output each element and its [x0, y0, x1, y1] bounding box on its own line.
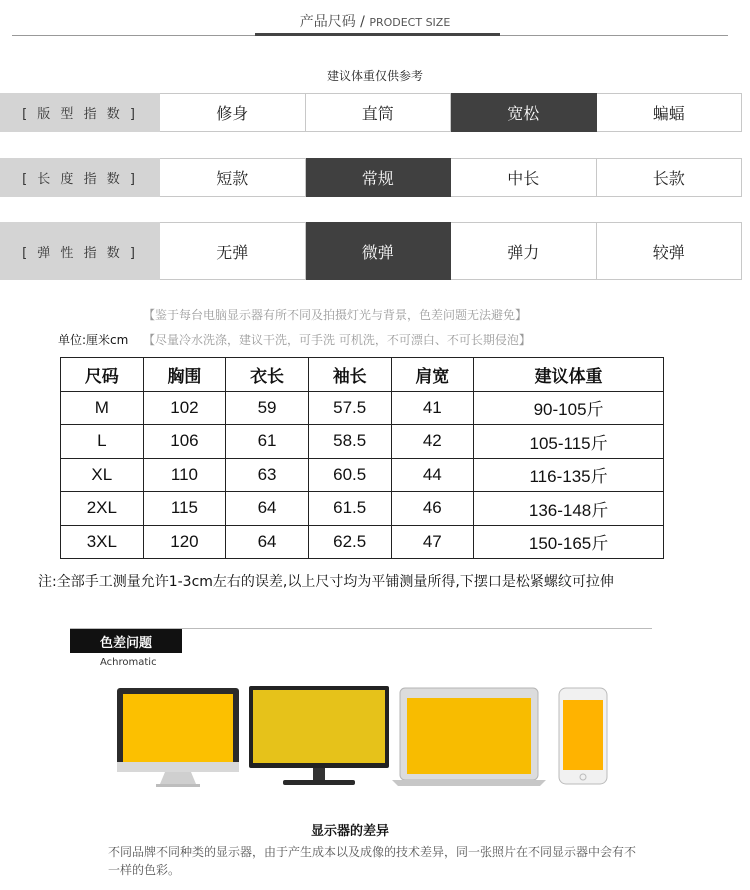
display-difference-description: 不同品牌不同种类的显示器，由于产生成本以及成像的技术差异，同一张照片在不同显示器中会有不一样的色彩。: [108, 845, 637, 877]
table-cell: 120: [143, 525, 226, 559]
screen-4: [563, 700, 603, 770]
title-en: PRODECT SIZE: [369, 16, 451, 29]
color-difference-note: 【鉴于每台电脑显示器有所不同及拍摄灯光与背景，色差问题无法避免】: [143, 308, 528, 322]
stretch-option-none: 无弹: [160, 222, 306, 280]
header-shoulder: 肩宽: [391, 358, 474, 392]
achromatic-title: 色差问题: [70, 629, 182, 653]
screen-3: [407, 698, 531, 774]
imac-monitor-icon: [117, 688, 239, 787]
table-cell: 42: [391, 425, 474, 459]
fit-index-row: [0, 93, 742, 132]
stretch-index-label: [ 弹 性 指 数 ]: [0, 222, 160, 280]
fit-option-slim: 修身: [160, 93, 306, 132]
table-row: [61, 391, 664, 425]
table-cell: 3XL: [61, 525, 144, 559]
stretch-option-stretch: 弹力: [451, 222, 597, 280]
stretch-option-slight: 微弹: [306, 222, 452, 280]
display-difference-title: 显示器的差异: [310, 824, 389, 839]
stretch-index-row: [0, 222, 742, 280]
header-size: 尺码: [61, 358, 144, 392]
table-cell: 90-105斤: [474, 391, 664, 425]
table-cell: 136-148斤: [474, 492, 664, 526]
table-cell: 115: [143, 492, 226, 526]
length-option-short: 短款: [160, 158, 306, 197]
table-cell: 110: [143, 458, 226, 492]
section-title: [0, 11, 750, 31]
title-cn: 产品尺码: [299, 14, 356, 30]
header-weight: 建议体重: [474, 358, 664, 392]
header-length: 衣长: [226, 358, 309, 392]
table-cell: XL: [61, 458, 144, 492]
table-cell: 59: [226, 391, 309, 425]
laptop-icon: [392, 688, 546, 786]
table-header-row: [61, 358, 664, 392]
header-accent-bar: [255, 33, 500, 36]
length-index-row: [0, 158, 742, 197]
table-cell: 58.5: [308, 425, 391, 459]
phone-icon: [559, 688, 607, 784]
wash-care-note: 【尽量冷水洗涤，建议干洗，可手洗 可机洗，不可漂白、不可长期侵泡】: [143, 333, 531, 347]
measurement-footnote: 注:全部手工测量允许1-3cm左右的误差,以上尺寸均为平铺测量所得,下摆口是松紧螺纹可拉伸: [38, 574, 614, 590]
achromatic-subtitle: Achromatic: [100, 657, 157, 668]
table-cell: 61.5: [308, 492, 391, 526]
length-option-regular: 常规: [306, 158, 452, 197]
fit-option-loose: 宽松: [451, 93, 597, 132]
screen-1: [123, 694, 233, 764]
table-row: [61, 492, 664, 526]
unit-label: 单位:厘米cm: [58, 333, 129, 347]
table-row: [61, 525, 664, 559]
table-cell: 41: [391, 391, 474, 425]
table-cell: 61: [226, 425, 309, 459]
fit-option-straight: 直筒: [306, 93, 452, 132]
table-cell: L: [61, 425, 144, 459]
table-cell: 64: [226, 492, 309, 526]
table-cell: 62.5: [308, 525, 391, 559]
table-cell: 64: [226, 525, 309, 559]
fit-option-batwing: 蝙蝠: [597, 93, 743, 132]
table-cell: 47: [391, 525, 474, 559]
table-cell: 60.5: [308, 458, 391, 492]
length-option-mid: 中长: [451, 158, 597, 197]
title-separator: /: [355, 14, 370, 30]
table-cell: 46: [391, 492, 474, 526]
screen-2: [253, 690, 385, 763]
table-row: [61, 458, 664, 492]
length-index-label: [ 长 度 指 数 ]: [0, 158, 160, 197]
flat-monitor-icon: [249, 686, 389, 785]
table-cell: 150-165斤: [474, 525, 664, 559]
table-cell: 2XL: [61, 492, 144, 526]
table-cell: 116-135斤: [474, 458, 664, 492]
stretch-option-high: 较弹: [597, 222, 743, 280]
table-cell: 63: [226, 458, 309, 492]
table-cell: 105-115斤: [474, 425, 664, 459]
table-cell: M: [61, 391, 144, 425]
table-cell: 57.5: [308, 391, 391, 425]
table-cell: 102: [143, 391, 226, 425]
fit-index-label: [ 版 型 指 数 ]: [0, 93, 160, 132]
display-devices-illustration: [0, 680, 750, 790]
header-chest: 胸围: [143, 358, 226, 392]
header-sleeve: 袖长: [308, 358, 391, 392]
weight-reference-note: 建议体重仅供参考: [326, 69, 423, 83]
table-cell: 44: [391, 458, 474, 492]
size-table: [60, 357, 664, 559]
table-cell: 106: [143, 425, 226, 459]
length-option-long: 长款: [597, 158, 743, 197]
table-row: [61, 425, 664, 459]
